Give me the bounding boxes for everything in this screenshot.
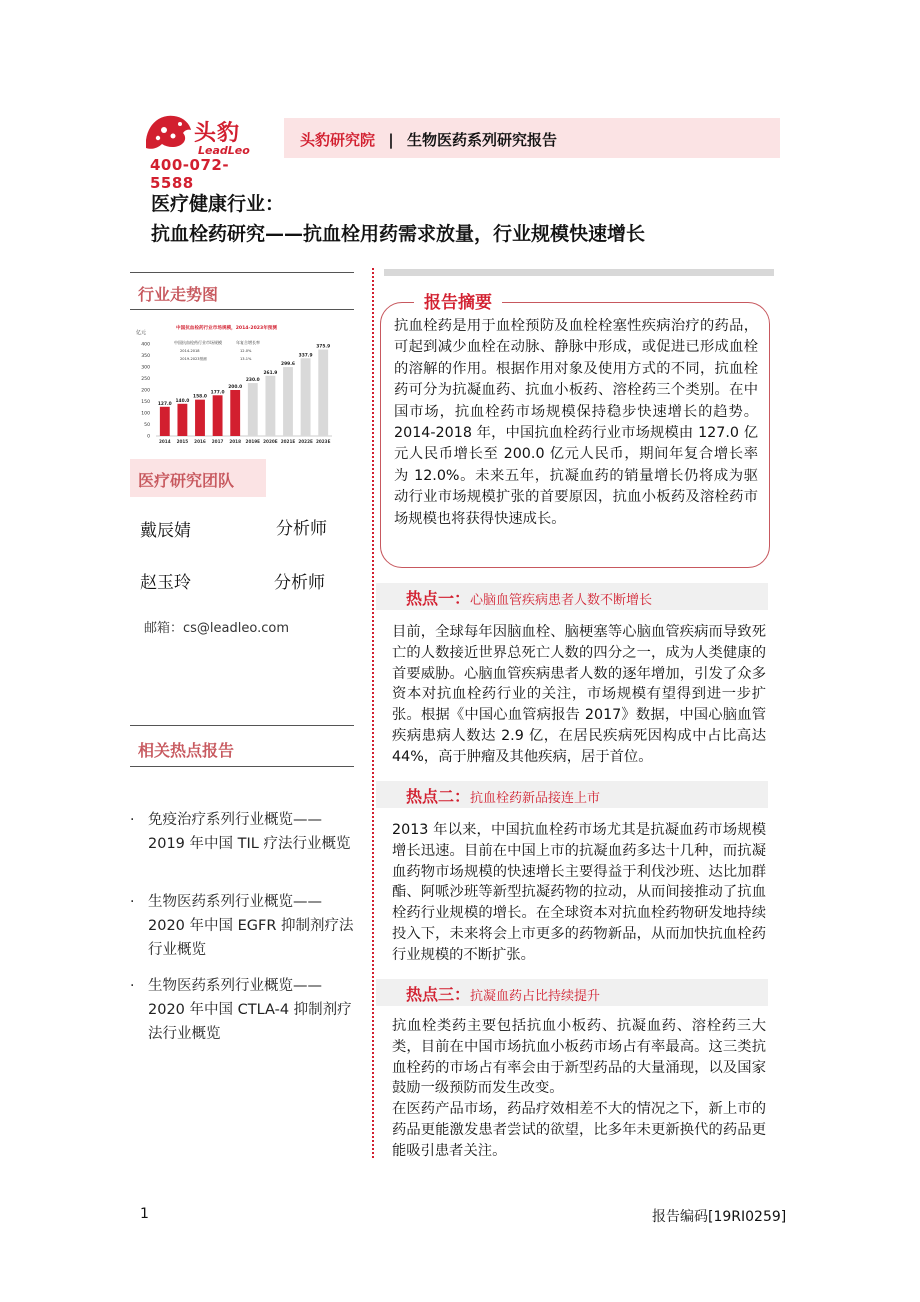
crescent-icon	[380, 588, 396, 604]
bar-value-label: 177.0	[210, 390, 225, 396]
bar-2015	[177, 404, 187, 436]
bar-2023E	[318, 350, 328, 436]
header-band	[284, 118, 780, 158]
left-divider-trend	[130, 309, 354, 310]
hotspot-1-subtitle: 心脑血管疾病患者人数不断增长	[470, 593, 653, 608]
analyst-1-name: 戴辰婧	[140, 521, 191, 541]
hotspot-1-label: 热点一：	[406, 589, 471, 608]
hotspot-2-subtitle: 抗血栓药新品接连上市	[470, 791, 601, 806]
bar-2018	[230, 390, 240, 436]
bar-2014	[160, 407, 170, 436]
hotspot-3-band	[376, 979, 768, 1006]
market-size-bar-chart	[134, 316, 334, 450]
contact-email[interactable]: 邮箱：cs@leadleo.com	[144, 621, 289, 636]
related-report-2[interactable]	[130, 890, 356, 962]
hotspot-2-text: 2013 年以来，中国抗血栓药市场尤其是抗凝血药市场规模增长迅速。目前在中国上市的抗凝血药多达十几种，而抗凝血药物市场规模的快速增长主要得益于利伐沙班、达比加群酯、阿哌沙班等新型抗凝药物的拉动，从而间接推动了抗血栓药行业规模的增长。在全球资本对抗血栓药物研发地持续投入下，未来将会上市更多的药物新品，从而加快抗血栓药行业规模的不断扩张。	[392, 822, 766, 963]
x-tick-label: 2021E	[280, 439, 296, 444]
bar-2021E	[283, 367, 293, 436]
bar-value-label: 261.9	[263, 370, 278, 376]
hotspot-1-band	[376, 583, 768, 610]
y-tick-label: 200	[141, 388, 150, 394]
chart-ylabel: 亿元	[136, 330, 147, 336]
summary-text: 抗血栓药是用于血栓预防及血栓栓塞性疾病治疗的药品，可起到减少血栓在动脉、静脉中形成，或促进已形成血栓的溶解的作用。根据作用对象及使用方式的不同，抗血栓药可分为抗凝血药、抗血小板药、溶栓药三个类别。在中国市场，抗血栓药市场规模保持稳步快速增长的趋势。2014-2018 年，中国抗血栓药行业市场规模由 127.0 亿元人民币增长至 200.0 亿元人民币，期间年复合增长率为 12.0%。未来五年，抗凝血药的销量增长仍将成为驱动行业市场规模扩张的首要原因，抗血小板药及溶栓药市场规模也将获得快速成长。	[394, 318, 758, 527]
related-report-1-text[interactable]: 免疫治疗系列行业概览——2019 年中国 TIL 疗法行业概览	[148, 812, 351, 852]
left-divider-top	[130, 272, 354, 273]
hotspot-1-text: 目前，全球每年因脑血栓、脑梗塞等心脑血管疾病而导致死亡的人数接近世界总死亡人数的四分之一，成为人类健康的首要威胁。心脑血管疾病患者人数的逐年增加，引发了众多资本对抗血栓药行业的关注，市场规模有望得到进一步扩张。根据《中国心血管病报告 2017》数据，中国心脑血管疾病患病人数达 2.9 亿，在居民疾病死因构成中占比高达 44%，高于肿瘤及其他疾病，居于首位。	[392, 624, 766, 765]
y-tick-label: 350	[141, 354, 150, 360]
team-heading: 医疗研究团队	[138, 471, 235, 490]
team-heading-band	[130, 459, 266, 497]
hotspot-3-label: 热点三：	[406, 985, 471, 1004]
y-tick-label: 400	[141, 342, 150, 348]
left-divider-related	[130, 725, 354, 726]
analyst-2-role: 分析师	[274, 573, 325, 593]
hotspot-2-heading	[406, 784, 600, 807]
y-tick-label: 100	[141, 411, 150, 417]
x-tick-label: 2018	[229, 439, 242, 444]
bar-2016	[195, 400, 205, 436]
x-tick-label: 2014	[158, 439, 171, 444]
x-tick-label: 2015	[176, 439, 189, 444]
logo-chinese: 头豹	[194, 121, 241, 146]
header-text	[300, 129, 557, 150]
y-tick-label: 150	[141, 400, 150, 406]
bar-value-label: 127.0	[157, 401, 172, 407]
logo-english: LeadLeo	[198, 144, 250, 157]
bar-value-label: 230.0	[245, 378, 260, 384]
trend-heading: 行业走势图	[138, 285, 219, 304]
report-title-line1: 医疗健康行业：	[151, 193, 285, 215]
crescent-icon	[380, 984, 396, 1000]
bar-value-label: 299.6	[281, 362, 295, 368]
column-dotted-divider	[372, 268, 374, 1158]
crescent-icon	[380, 786, 396, 802]
related-report-3[interactable]	[130, 974, 356, 1046]
chart-title: 中国抗血栓药行业市场规模，2014-2023年预测	[176, 326, 277, 331]
legend-header-right: 年复合增长率	[236, 340, 260, 345]
related-report-3-text[interactable]: 生物医药系列行业概览——2020 年中国 CTLA-4 抑制剂疗法行业概览	[148, 978, 352, 1042]
y-tick-label: 0	[147, 434, 150, 440]
bar-value-label: 140.0	[175, 398, 190, 404]
hotline-number: 400-072-5588	[150, 156, 230, 192]
bullet-icon: ·	[130, 894, 135, 910]
bar-2017	[213, 395, 223, 436]
bullet-icon: ·	[130, 978, 135, 994]
x-tick-label: 2019E	[245, 439, 261, 444]
hotspot-3-text-2: 在医药产品市场，药品疗效相差不大的情况之下，新上市的药品更能激发患者尝试的欲望，比多年未更新换代的药品更能吸引患者关注。	[392, 1101, 766, 1159]
y-tick-label: 250	[141, 377, 150, 383]
bar-value-label: 375.9	[316, 344, 331, 350]
x-tick-label: 2017	[211, 439, 224, 444]
institute-name: 头豹研究院	[300, 131, 376, 149]
hotspot-2-band	[376, 781, 768, 808]
x-tick-label: 2020E	[263, 439, 278, 444]
leopard-logo-icon	[142, 110, 194, 156]
bar-2019E	[248, 383, 258, 436]
y-tick-label: 50	[144, 423, 150, 429]
legend-row-2-cagr: 13.1%	[240, 357, 252, 361]
x-tick-label: 2022E	[298, 439, 313, 444]
bar-value-label: 158.0	[193, 394, 207, 400]
bullet-icon: ·	[130, 812, 135, 828]
legend-row-1-cagr: 12.0%	[240, 349, 252, 353]
hotspot-3-subtitle: 抗凝血药占比持续提升	[470, 989, 601, 1004]
report-title-line2: 抗血栓药研究——抗血栓用药需求放量，行业规模快速增长	[151, 223, 646, 245]
analyst-2-name: 赵玉玲	[140, 573, 191, 593]
summary-title: 报告摘要	[414, 288, 502, 313]
leadleo-logo	[140, 108, 270, 192]
bar-value-label: 200.0	[228, 385, 243, 390]
left-divider-related-bottom	[130, 766, 354, 767]
related-report-2-text[interactable]: 生物医药系列行业概览——2020 年中国 EGFR 抑制剂疗法行业概览	[148, 894, 354, 958]
x-tick-label: 2023E	[315, 439, 331, 444]
bar-value-label: 337.9	[298, 353, 313, 359]
bar-2022E	[301, 358, 311, 436]
analyst-1-role: 分析师	[276, 519, 327, 539]
header-separator: |	[388, 131, 394, 149]
hotspot-3-heading	[406, 982, 600, 1005]
legend-row-2-period: 2019-2023预测	[180, 357, 207, 361]
legend-row-1-period: 2014-2018	[180, 349, 200, 353]
report-code: 报告编码[19RI0259]	[652, 1209, 787, 1225]
page-number: 1	[140, 1206, 149, 1222]
right-top-bar	[384, 269, 774, 276]
related-heading: 相关热点报告	[138, 741, 235, 760]
y-tick-label: 300	[141, 365, 150, 371]
series-name: 生物医药系列研究报告	[406, 131, 557, 149]
x-tick-label: 2016	[194, 439, 206, 444]
related-report-1[interactable]	[130, 808, 356, 856]
hotspot-1-heading	[406, 586, 652, 609]
legend-header-left: 中国抗血栓药行业市场规模	[174, 340, 222, 345]
hotspot-2-label: 热点二：	[406, 787, 471, 806]
bar-2020E	[265, 376, 275, 436]
hotspot-3-text-1: 抗血栓类药主要包括抗血小板药、抗凝血药、溶栓药三大类，目前在中国市场抗血小板药市场占有率最高。这三类抗血栓药的市场占有率会由于新型药品的大量涌现，以及国家鼓励一级预防而发生改变。	[392, 1018, 766, 1097]
